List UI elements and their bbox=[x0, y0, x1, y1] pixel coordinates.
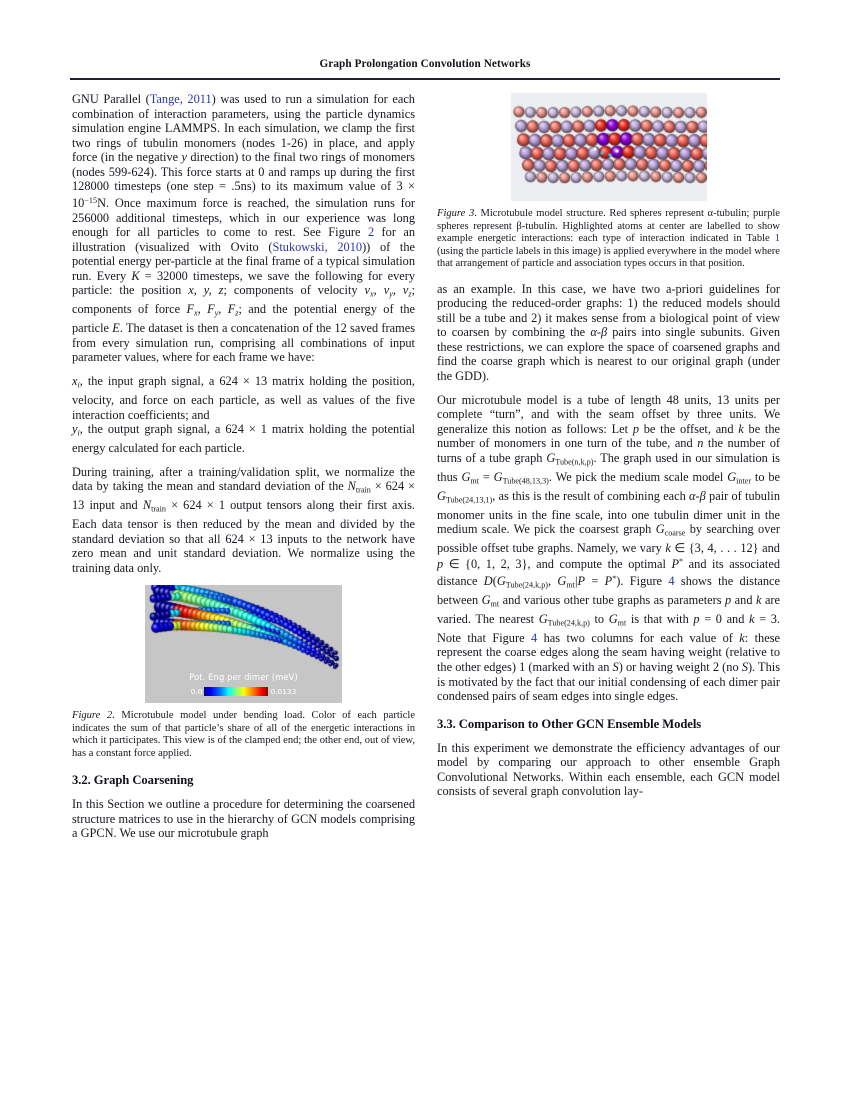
paragraph-training-normalization: During training, after a training/validation split, we normalize the data by taking the mean and standard deviation of the $N_{train} \times 624 \times 13$ input and $N_{train} \times 624 \times 1$ output tensors along their first axis. Each data tensor is then reduced by the mean and divided by the standard deviation so that all 624 × 13 inputs to the network have zero mean and unit standard deviation. We normalize using the training data only. bbox=[72, 464, 415, 575]
figure-2-colorbar bbox=[145, 687, 342, 696]
figure-3-render bbox=[511, 93, 707, 201]
running-header-title: Graph Prolongation Convolution Networks bbox=[319, 58, 531, 70]
paragraph-coarsening-guidelines: as an example. In this case, we have two a-priori guidelines for producing the reduced-order graphs: 1) the reduced models should still be a tube and 2) it makes sense from a biological point of view to coarsen by combining the α-β pairs into single subunits. Given these restrictions, we can explore the space of coarsened graphs and find the coarse graph which is nearest to our original graph (under the GDD). bbox=[437, 281, 780, 383]
figure-2-caption: Figure 2. Microtubule model under bending load. Color of each particle indicates the sum of that particle’s share of all of the energetic interactions in which it participates. This view is of the clamped end; the other end, out of view, has a constant force applied. bbox=[72, 710, 415, 759]
left-column bbox=[72, 92, 415, 850]
figure-3-caption: Figure 3. Microtubule model structure. Red spheres represent α-tubulin; purple spheres represent β-tubulin. Highlighted atoms at center are labelled to show example energetic interactions: each type of interaction indicated in Table 1 (using the particle labels in this image) is applied everywhere in the model where that arrangement of particle and association types occurs in that position. bbox=[437, 208, 780, 269]
paragraph-tube-graphs: Our microtubule model is a tube of length 48 units, 13 units per complete “turn”, and with the seam offset by three units. We generalize this notion as follows: Let p be the offset, and k be the number of monomers in one turn of the tube, and n the number of turns of a tube graph $G_{Tube(n,k,p)}$. The graph used in our simulation is thus $G_{mt} = G_{Tube(48,13,3)}$. We pick the medium scale model $G_{inter}$ to be $G_{Tube(24,13,1)}$, as this is the result of combining each α-β pair of tubulin monomer units in the fine scale, into one tubulin dimer unit in the medium scale. We pick the coarsest graph $G_{coarse}$ by searching over possible offset tube graphs. Namely, we vary k ∈ {3, 4, . . . 12} and p ∈ {0, 1, 2, 3}, and compute the optimal P* and its associated distance $D(G_{Tube(24,k,p)}$, $G_{mt}|P = P^*$). Figure 4 shows the distance between $G_{mt}$ and various other tube graphs as parameters p and k are varied. The nearest $G_{Tube(24,k,p)}$ to $G_{mt}$ is that with p = 0 and k = 3. Note that Figure 4 has two columns for each value of k: these represent the coarse edges along the seam having weight (relative to the other edges) 1 (marked with an S) or having weight 2 (no S). This is motivated by the fact that our initial condensing of each dimer pair condensed pairs of seam edges into single edges. bbox=[437, 392, 781, 704]
paragraph-gcn-ensembles: In this experiment we demonstrate the efficiency advantages of our model by comparing our approach to other ensemble Graph Convolutional Networks. Within each ensemble, each GCN model consists of several graph convolution lay- bbox=[437, 740, 780, 799]
figure-3-image bbox=[511, 93, 707, 201]
heading-3-3: 3.3. Comparison to Other GCN Ensemble Models bbox=[437, 716, 702, 731]
figure-2-colorbar-max: 0.0133 bbox=[270, 687, 297, 697]
paragraph-gnu-parallel: GNU Parallel (Tange, 2011) was used to run a simulation for each combination of interaction parameters, using the particle dynamics simulation engine LAMMPS. In each simulation, we clamp the first two rings of tubulin monomers (nodes 1-26) in place, and apply force (in the negative y direction) to the final two rings of monomers (nodes 599-624). This force starts at 0 and ramps up during the first 128000 timesteps (one step = .5ns) to its maximum value of $3 \times 10^{-15}N$. Once maximum force is reached, the simulation runs for 256000 additional timesteps, which in our experience was long enough for all particles to come to rest. See Figure 2 for an illustration (visualized with Ovito (Stukowski, 2010)) of the potential energy per-particle at the final frame of a typical simulation run. Every K = 32000 timesteps, we save the following for every particle: the position x, y, z; components of velocity $v_x$, $v_y$, $v_z$; components of force $F_x$, $F_y$, $F_z$; and the potential energy of the particle E. The dataset is then a concatenation of the 12 saved frames from every simulation run, comprising all combinations of input parameter values, where for each frame we have: bbox=[72, 92, 416, 365]
figure-2-render bbox=[145, 585, 342, 703]
figure-2-colorbar-gradient bbox=[204, 687, 268, 696]
figure-2-image bbox=[145, 585, 342, 703]
right-column bbox=[437, 92, 780, 808]
figure-3 bbox=[437, 93, 780, 271]
figure-2 bbox=[72, 585, 415, 760]
paragraph-output-signal: $y_i$, the output graph signal, a 624 × 1 matrix holding the potential energy calculated for each particle. bbox=[72, 422, 415, 455]
figure-2-colorbar-min: 0.0 bbox=[190, 687, 203, 697]
figure-2-colorbar-label: Pot. Eng per dimer (meV) bbox=[189, 672, 298, 683]
paragraph-graph-coarsening: In this Section we outline a procedure for determining the coarsened structure matrices to use in the hierarchy of GCN models comprising a GPCN. We use our microtubule graph bbox=[72, 797, 415, 841]
paragraph-input-signal: $x_i$, the input graph signal, a 624 × 13 matrix holding the position, velocity, and force on each particle, as well as values of the five interaction coefficients; and bbox=[72, 374, 415, 422]
header-rule bbox=[70, 78, 780, 80]
heading-3-2: 3.2. Graph Coarsening bbox=[72, 773, 194, 788]
